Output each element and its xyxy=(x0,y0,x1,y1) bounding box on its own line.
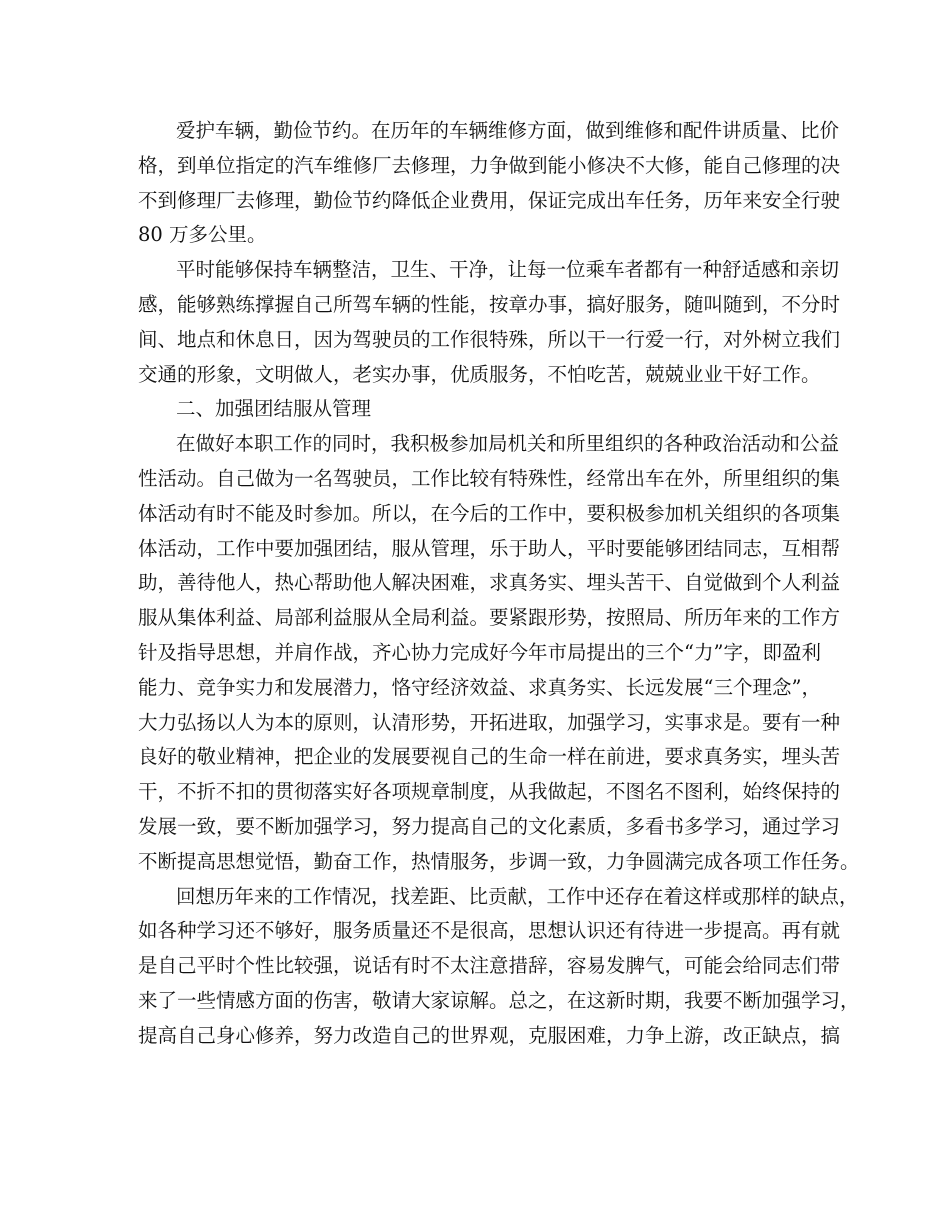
paragraph-line: 体活动，工作中要加强团结，服从管理，乐于助人，平时要能够团结同志，互相帮 xyxy=(138,536,841,560)
paragraph-line: 爱护车辆，勤俭节约。在历年的车辆维修方面，做到维修和配件讲质量、比价 xyxy=(176,119,840,142)
paragraph-line: 发展一致，要不断加强学习，努力提高自己的文化素质，多看书多学习，通过学习 xyxy=(138,814,841,838)
paragraph-line: 提高自己身心修养，努力改造自己的世界观，克服困难，力争上游，改正缺点，搞 xyxy=(138,1023,841,1047)
paragraph-line: 体活动有时不能及时参加。所以，在今后的工作中，要积极参加机关组织的各项集 xyxy=(138,501,841,525)
paragraph-line: 在做好本职工作的同时，我积极参加局机关和所里组织的各种政治活动和公益 xyxy=(176,432,840,456)
paragraph-line: 针及指导思想，并肩作战，齐心协力完成好今年市局提出的三个“力”字，即盈利 xyxy=(138,640,821,664)
paragraph-line: 不断提高思想觉悟，勤奋工作，热情服务，步调一致，力争圆满完成各项工作任务。 xyxy=(138,849,860,873)
paragraph-line: 良好的敬业精神，把企业的发展要视自己的生命一样在前进，要求真务实，埋头苦 xyxy=(138,745,841,769)
paragraph-line: 服从集体利益、局部利益服从全局利益。要紧跟形势，按照局、所历年来的工作方 xyxy=(138,606,841,630)
paragraph-line: 助，善待他人，热心帮助他人解决困难，求真务实、埋头苦干、自觉做到个人利益 xyxy=(138,571,841,595)
paragraph-line: 回想历年来的工作情况，找差距、比贡献，工作中还存在着这样或那样的缺点， xyxy=(176,884,859,908)
paragraph-line: 间、地点和休息日，因为驾驶员的工作很特殊，所以干一行爱一行，对外树立我们 xyxy=(138,327,841,351)
document-body xyxy=(138,114,860,1054)
paragraph-line: 80 万多公里。 xyxy=(138,223,267,247)
paragraph-line: 平时能够保持车辆整洁，卫生、干净，让每一位乘车者都有一种舒适感和亲切 xyxy=(176,258,840,282)
paragraph-line: 不到修理厂去修理，勤俭节约降低企业费用，保证完成出车任务，历年来安全行驶 xyxy=(138,188,841,212)
paragraph-line: 来了一些情感方面的伤害，敬请大家谅解。总之，在这新时期，我要不断加强学习， xyxy=(138,988,860,1012)
section-heading: 二、加强团结服从管理 xyxy=(176,397,372,421)
paragraph-line: 如各种学习还不够好，服务质量还不是很高，思想认识还有待进一步提高。再有就 xyxy=(138,919,841,943)
paragraph-line: 能力、竞争实力和发展潜力，恪守经济效益、求真务实、长远发展“三个理念”， xyxy=(138,675,821,699)
paragraph-line: 是自己平时个性比较强，说话有时不太注意措辞，容易发脾气，可能会给同志们带 xyxy=(138,954,841,978)
paragraph-line: 格，到单位指定的汽车维修厂去修理，力争做到能小修决不大修，能自己修理的决 xyxy=(138,153,841,177)
paragraph-line: 交通的形象，文明做人，老实办事，优质服务，不怕吃苦，兢兢业业干好工作。 xyxy=(138,362,821,386)
paragraph-line: 干，不折不扣的贯彻落实好各项规章制度，从我做起，不图名不图利，始终保持的 xyxy=(138,780,841,804)
paragraph-line: 感，能够熟练撑握自己所驾车辆的性能，按章办事，搞好服务，随叫随到，不分时 xyxy=(138,292,841,316)
paragraph-line: 大力弘扬以人为本的原则，认清形势，开拓进取，加强学习，实事求是。要有一种 xyxy=(138,710,841,734)
paragraph-line: 性活动。自己做为一名驾驶员，工作比较有特殊性，经常出车在外，所里组织的集 xyxy=(138,466,841,490)
